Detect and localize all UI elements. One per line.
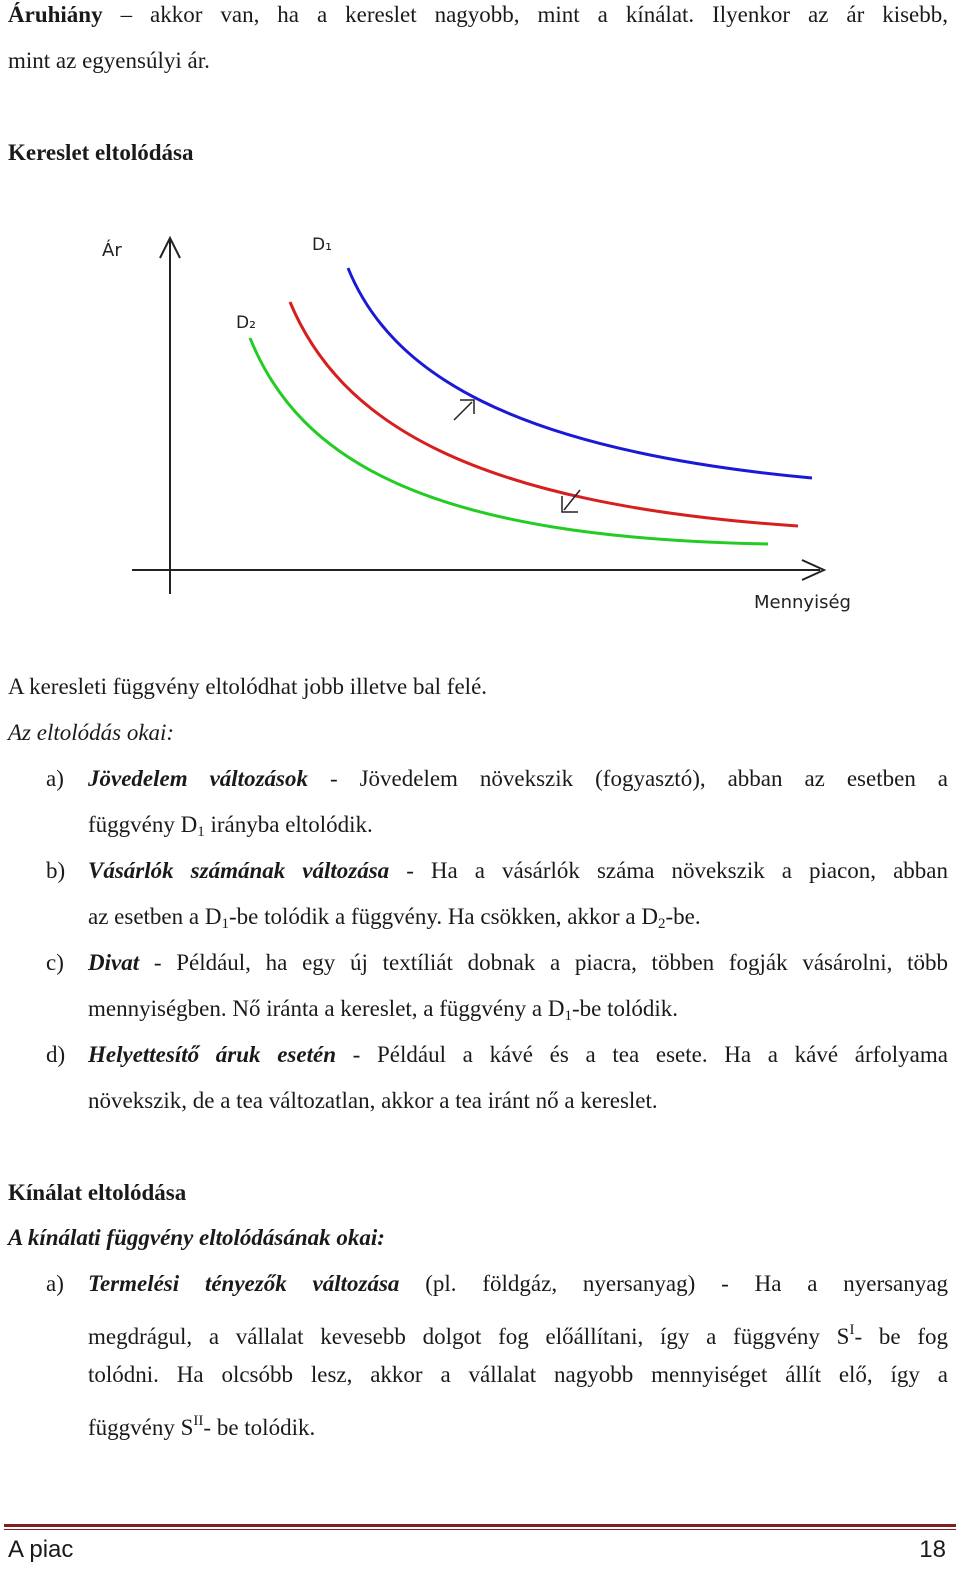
demand-item-b-text-2b: -be tolódik a függvény. Ha csökken, akkor a D: [228, 904, 658, 929]
supply-item-a-line-4: [88, 1406, 948, 1443]
demand-item-c-text-2b: -be tolódik.: [571, 996, 678, 1021]
demand-shift-figure: [90, 222, 890, 622]
demand-item-b-text-2c: -be.: [665, 904, 701, 929]
demand-item-b-text: - Ha a vásárlók száma növekszik a piacon, abban: [389, 858, 949, 883]
demand-item-d-marker: d): [46, 1042, 66, 1067]
supply-item-a-text-2a: megdrágul, a vállalat kevesebb dolgot fog előállítani, így a függvény S: [88, 1324, 850, 1349]
shortage-term: Áruhiány: [8, 2, 103, 27]
demand-item-b-sub-2: 2: [657, 916, 666, 932]
demand-item-d-line-1: [88, 1040, 948, 1070]
demand-item-c-line-2: [88, 994, 948, 1031]
demand-item-b-line-1: [88, 856, 948, 886]
supply-item-a-line-3: tolódni. Ha olcsóbb lesz, akkor a vállalat nagyobb mennyiséget állít elő, így a: [88, 1362, 948, 1387]
demand-item-c-marker: c): [46, 950, 64, 975]
demand-item-a-line-2: [88, 810, 948, 847]
curve-d2: [250, 338, 768, 544]
page-number: 18: [919, 1536, 946, 1563]
supply-item-a-line-2: [88, 1315, 948, 1352]
demand-item-b-sub-1: 1: [221, 916, 229, 932]
demand-item-a-sub: 1: [197, 824, 205, 840]
demand-shift-intro: A keresleti függvény eltolódhat jobb illetve bal felé.: [8, 674, 488, 699]
demand-shift-heading: Kereslet eltolódása: [8, 140, 194, 165]
demand-item-c-line-1: [88, 948, 948, 978]
demand-item-a-line-1: [88, 764, 948, 794]
demand-item-d-text: - Például a kávé és a tea esete. Ha a kávé árfolyama: [336, 1042, 948, 1067]
supply-item-a-text: (pl. földgáz, nyersanyag) - Ha a nyersanyag: [399, 1271, 948, 1296]
supply-reasons-heading: A kínálati függvény eltolódásának okai:: [8, 1225, 385, 1250]
demand-reasons-heading: Az eltolódás okai:: [8, 720, 175, 745]
demand-item-b-term: Vásárlók számának változása: [88, 858, 390, 883]
supply-item-a-marker: a): [46, 1271, 64, 1296]
demand-item-d-line-2: növekszik, de a tea változatlan, akkor a tea iránt nő a kereslet.: [88, 1088, 658, 1113]
demand-item-a-text-2b: irányba eltolódik.: [204, 812, 373, 837]
supply-item-a-sup-2: II: [193, 1413, 204, 1429]
footer-title: A piac: [8, 1536, 74, 1563]
demand-item-a-marker: a): [46, 766, 64, 791]
y-axis-label: Ár: [102, 240, 122, 261]
supply-item-a-text-2b: - be fog: [854, 1324, 948, 1349]
demand-item-d-term: Helyettesítő áruk esetén: [88, 1042, 336, 1067]
demand-item-c-text: - Például, ha egy új textíliát dobnak a piacra, többen fogják vásárolni, több: [139, 950, 948, 975]
shortage-dash: –: [120, 2, 133, 27]
demand-item-c-term: Divat: [88, 950, 140, 975]
supply-item-a-text-4b: - be tolódik.: [203, 1415, 316, 1440]
supply-shift-heading: Kínálat eltolódása: [8, 1180, 187, 1205]
up-right-arrow: [454, 400, 474, 420]
curve-d2-label: D₂: [236, 313, 256, 333]
curve-d1: [348, 268, 812, 478]
shortage-text: akkor van, ha a kereslet nagyobb, mint a kínálat. Ilyenkor az ár kisebb,: [150, 2, 949, 27]
demand-item-b-line-2: [88, 902, 948, 939]
demand-item-a-text-2a: függvény D: [88, 812, 198, 837]
footer-rule-thin: [4, 1529, 956, 1530]
supply-item-a-sup-1: I: [849, 1322, 855, 1338]
footer-rule-thick: [4, 1524, 956, 1527]
demand-item-a-text: - Jövedelem növekszik (fogyasztó), abban az esetben a: [307, 766, 948, 791]
demand-item-c-sub: 1: [564, 1008, 572, 1024]
demand-item-a-term: Jövedelem változások: [88, 766, 308, 791]
supply-item-a-line-1: [88, 1269, 948, 1299]
curve-middle: [290, 302, 798, 526]
shortage-line-1: [8, 0, 948, 30]
shortage-line-2: mint az egyensúlyi ár.: [8, 48, 210, 73]
supply-item-a-text-4a: függvény S: [88, 1415, 194, 1440]
demand-item-b-marker: b): [46, 858, 66, 883]
curve-d1-label: D₁: [312, 235, 332, 255]
supply-item-a-term: Termelési tényezők változása: [88, 1271, 400, 1296]
x-axis-label: Mennyiség: [754, 592, 851, 613]
demand-item-b-text-2a: az esetben a D: [88, 904, 222, 929]
demand-item-c-text-2a: mennyiségben. Nő iránta a kereslet, a függvény a D: [88, 996, 565, 1021]
